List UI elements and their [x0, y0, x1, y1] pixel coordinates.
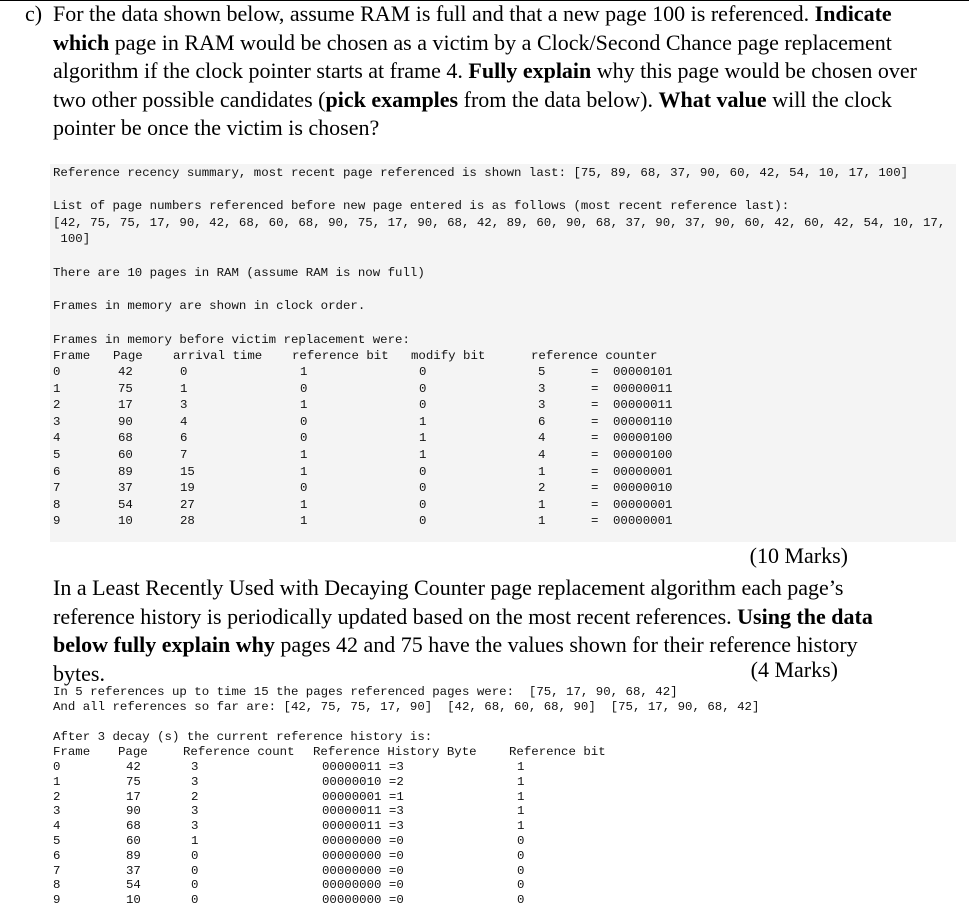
lru-header-history-byte: Reference History Byte: [313, 745, 477, 759]
reference-count: 1: [538, 514, 546, 529]
lru-reference-bit: 0: [517, 878, 525, 893]
reference-bit: 1: [300, 448, 308, 462]
lru-reference-count: 3: [191, 774, 199, 789]
arrival-time: 1: [180, 381, 188, 396]
reference-bit: 0: [300, 414, 308, 429]
lru-reference-bit: 1: [517, 819, 525, 834]
modify-bit: 0: [419, 381, 427, 396]
reference-binary: 00000001: [613, 497, 673, 512]
frame-number: 6: [53, 464, 61, 479]
frame-number: 9: [53, 514, 61, 529]
page-number: 68: [118, 431, 133, 446]
lru-frame-number: 0: [53, 760, 61, 774]
reference-list-intro: List of page numbers referenced before new page entered is as follows (most recent reference last):: [53, 199, 790, 213]
lru-all-references: And all references so far are: [42, 75, 75, 17, 90] [42, 68, 60, 68, 90] [75, 17, 90, 68, 42]: [53, 700, 760, 714]
reference-binary: 00000010: [613, 481, 673, 496]
lru-page-number: 54: [126, 878, 141, 893]
reference-count: 2: [538, 481, 546, 496]
para2-text-2: pages 42 and 75 have the values shown for their reference history bytes.: [53, 632, 858, 686]
reference-binary: 00000100: [613, 431, 673, 446]
lru-page-number: 17: [126, 789, 141, 804]
frame-number: 0: [53, 365, 61, 379]
reference-binary: 00000110: [613, 414, 673, 429]
reference-count: 3: [538, 381, 546, 396]
lru-recent-references: In 5 references up to time 15 the pages referenced pages were: [75, 17, 90, 68, 42]: [53, 685, 678, 699]
lru-reference-count: 3: [191, 804, 199, 819]
lru-history-byte: 00000010 =2: [322, 774, 404, 789]
modify-bit: 0: [419, 497, 427, 512]
lru-header-reference-count: Reference count: [183, 745, 295, 759]
reference-count: 3: [538, 398, 546, 413]
reference-binary: 00000011: [613, 381, 673, 396]
arrival-time: 7: [180, 448, 188, 462]
lru-page-number: 68: [126, 819, 141, 834]
lru-history-byte: 00000011 =3: [322, 760, 404, 774]
lru-page-number: 42: [126, 760, 141, 774]
reference-count: 4: [538, 431, 546, 446]
para1-bold-1: Indicate which: [53, 1, 892, 55]
para2-bold-1: Using the data below fully explain why: [53, 603, 873, 657]
page-number: 42: [118, 365, 133, 379]
lru-page-number: 60: [126, 834, 141, 848]
frame-number: 8: [53, 497, 61, 512]
reference-count: 1: [538, 497, 546, 512]
frame-number: 4: [53, 431, 61, 446]
modify-bit: 0: [419, 514, 427, 529]
question-paragraph-clock: [53, 0, 933, 143]
header-reference-bit: reference bit: [292, 349, 389, 363]
header-arrival-time: arrival time: [173, 349, 263, 363]
lru-history-byte: 00000011 =3: [322, 804, 404, 819]
para2-text-1: In a Least Recently Used with Decaying Counter page replacement algorithm each page’s reference history is periodically updated based on the most recent references.: [53, 575, 844, 629]
page-number: 60: [118, 448, 133, 462]
recency-summary: Reference recency summary, most recent page referenced is shown last: [75, 89, 68, 37, 90, 60, 42, 54, 10, 17, 100]: [53, 166, 909, 180]
arrival-time: 0: [180, 365, 188, 379]
reference-bit: 1: [300, 514, 308, 529]
lru-decay-title: After 3 decay (s) the current reference history is:: [53, 730, 433, 744]
marks-clock-question: (10 Marks): [749, 543, 848, 568]
lru-history-byte: 00000000 =0: [322, 848, 404, 863]
lru-reference-bit: 1: [517, 789, 525, 804]
modify-bit: 0: [419, 481, 427, 496]
page-number: 75: [118, 381, 133, 396]
reference-count: 1: [538, 464, 546, 479]
equals-sign: =: [591, 381, 599, 396]
reference-bit: 1: [300, 464, 308, 479]
lru-frame-number: 2: [53, 789, 61, 804]
lru-frame-number: 4: [53, 819, 61, 834]
reference-list-line-1: [42, 75, 75, 17, 90, 42, 68, 60, 68, 90, 75, 17, 90, 68, 42, 89, 60, 90, 68, 37, 90, 37, 90, 60, 42, 60, 42, 54, 10, 17,: [53, 216, 946, 230]
lru-page-number: 37: [126, 863, 141, 878]
lru-frame-number: 3: [53, 804, 61, 819]
lru-frame-number: 6: [53, 848, 61, 863]
frame-number: 5: [53, 448, 61, 462]
lru-page-number: 10: [126, 893, 141, 908]
lru-reference-bit: 0: [517, 848, 525, 863]
arrival-time: 6: [180, 431, 188, 446]
page-number: 90: [118, 414, 133, 429]
equals-sign: =: [591, 514, 599, 529]
lru-frame-number: 8: [53, 878, 61, 893]
lru-reference-count: 2: [191, 789, 199, 804]
reference-bit: 0: [300, 381, 308, 396]
frame-number: 7: [53, 481, 61, 496]
lru-reference-bit: 0: [517, 893, 525, 908]
lru-reference-count: 3: [191, 760, 199, 774]
equals-sign: =: [591, 481, 599, 496]
arrival-time: 3: [180, 398, 188, 413]
lru-header-page: Page: [118, 745, 148, 759]
lru-history-byte: 00000000 =0: [322, 893, 404, 908]
modify-bit: 1: [419, 414, 427, 429]
modify-bit: 0: [419, 398, 427, 413]
lru-history-byte: 00000000 =0: [322, 878, 404, 893]
lru-header-reference-bit: Reference bit: [509, 745, 606, 759]
page-number: 37: [118, 481, 133, 496]
para1-bold-2: Fully explain: [468, 58, 592, 83]
lru-page-number: 89: [126, 848, 141, 863]
para1-bold-3: pick examples: [325, 86, 459, 112]
page-number: 10: [118, 514, 133, 529]
para1-text-2: page in RAM would be chosen as a victim by a Clock/Second Chance page replacement algorithm if the clock pointer starts at frame 4.: [53, 29, 892, 83]
arrival-time: 28: [180, 514, 195, 529]
frame-number: 3: [53, 414, 61, 429]
para1-text-4: from the data below).: [458, 86, 659, 112]
lru-header-frame: Frame: [53, 745, 91, 759]
reference-binary: 00000101: [613, 365, 673, 379]
lru-reference-count: 0: [191, 848, 199, 863]
lru-reference-count: 0: [191, 863, 199, 878]
arrival-time: 15: [180, 464, 195, 479]
question-label: c): [25, 1, 43, 26]
lru-history-byte: 00000011 =3: [322, 819, 404, 834]
para1-text-5: will the clock pointer be once the victim is chosen?: [53, 86, 892, 140]
reference-binary: 00000100: [613, 448, 673, 462]
arrival-time: 27: [180, 497, 195, 512]
equals-sign: =: [591, 497, 599, 512]
reference-binary: 00000001: [613, 514, 673, 529]
reference-binary: 00000001: [613, 464, 673, 479]
header-modify-bit: modify bit: [411, 349, 486, 363]
modify-bit: 0: [419, 464, 427, 479]
lru-reference-bit: 1: [517, 804, 525, 819]
equals-sign: =: [591, 448, 599, 462]
lru-reference-count: 0: [191, 878, 199, 893]
lru-frame-number: 7: [53, 863, 61, 878]
header-frame: Frame: [53, 349, 91, 363]
lru-history-byte: 00000000 =0: [322, 834, 404, 848]
equals-sign: =: [591, 464, 599, 479]
lru-page-number: 75: [126, 774, 141, 789]
lru-reference-bit: 0: [517, 834, 525, 848]
para1-text-1: For the data shown below, assume RAM is full and that a new page 100 is referenced.: [53, 1, 815, 26]
reference-bit: 0: [300, 481, 308, 496]
arrival-time: 19: [180, 481, 195, 496]
page-number: 54: [118, 497, 133, 512]
equals-sign: =: [591, 365, 599, 379]
pages-in-ram-note: There are 10 pages in RAM (assume RAM is now full): [53, 266, 425, 280]
lru-frame-number: 5: [53, 834, 61, 848]
page-number: 89: [118, 464, 133, 479]
lru-frame-number: 9: [53, 893, 61, 908]
frame-number: 1: [53, 381, 61, 396]
equals-sign: =: [591, 414, 599, 429]
arrival-time: 4: [180, 414, 188, 429]
modify-bit: 1: [419, 431, 427, 446]
para1-bold-4: What value: [658, 86, 767, 112]
reference-count: 6: [538, 414, 546, 429]
frame-number: 2: [53, 398, 61, 413]
reference-bit: 1: [300, 398, 308, 413]
reference-bit: 1: [300, 365, 308, 379]
lru-reference-count: 0: [191, 893, 199, 908]
reference-binary: 00000011: [613, 398, 673, 413]
reference-count: 4: [538, 448, 546, 462]
modify-bit: 0: [419, 365, 427, 379]
clock-data-box: [50, 164, 956, 542]
reference-count: 5: [538, 365, 546, 379]
para1-text-3: why this page would be chosen over two other possible candidates (: [53, 58, 917, 112]
clock-order-note: Frames in memory are shown in clock order.: [53, 299, 366, 313]
frames-table-title: Frames in memory before victim replacement were:: [53, 333, 410, 347]
header-page: Page: [113, 349, 143, 363]
reference-list-line-2: 100]: [53, 232, 91, 246]
lru-reference-bit: 0: [517, 863, 525, 878]
lru-page-number: 90: [126, 804, 141, 819]
modify-bit: 1: [419, 448, 427, 462]
lru-reference-bit: 1: [517, 774, 525, 789]
header-reference-counter: reference counter: [531, 349, 658, 363]
lru-reference-count: 3: [191, 819, 199, 834]
lru-history-byte: 00000000 =0: [322, 863, 404, 878]
equals-sign: =: [591, 431, 599, 446]
page-number: 17: [118, 398, 133, 413]
lru-reference-count: 1: [191, 834, 199, 848]
lru-reference-bit: 1: [517, 760, 525, 774]
reference-bit: 0: [300, 431, 308, 446]
marks-lru-question: (4 Marks): [750, 657, 838, 682]
reference-bit: 1: [300, 497, 308, 512]
equals-sign: =: [591, 398, 599, 413]
lru-frame-number: 1: [53, 774, 61, 789]
lru-history-byte: 00000001 =1: [322, 789, 404, 804]
